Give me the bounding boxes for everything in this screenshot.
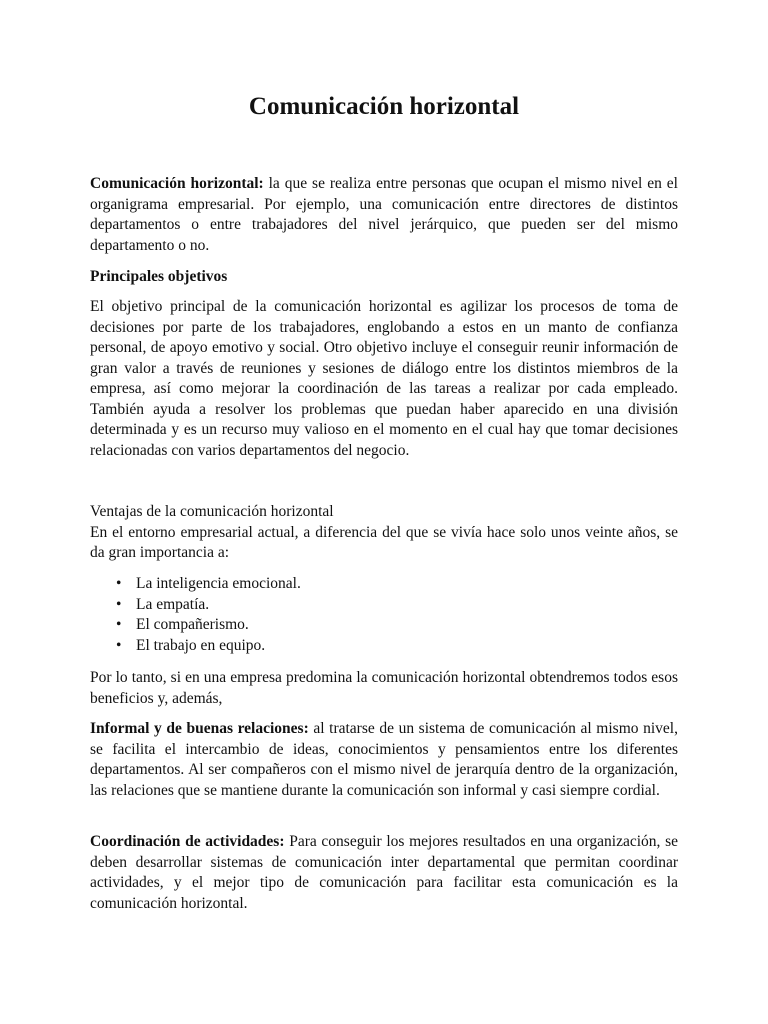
- advantages-list: [90, 574, 678, 656]
- objectives-heading: Principales objetivos: [90, 268, 228, 285]
- advantages-intro: En el entorno empresarial actual, a diferencia del que se vivía hace solo unos veinte años, se da gran importancia a:: [90, 523, 678, 561]
- advantages-section: [90, 502, 678, 564]
- informal-term: Informal y de buenas relaciones:: [90, 720, 309, 737]
- page-title: Comunicación horizontal: [248, 93, 520, 120]
- coordination-paragraph: [90, 832, 678, 914]
- list-item: • La empatía.: [136, 595, 678, 616]
- advantages-heading: Ventajas de la comunicación horizontal: [90, 503, 334, 520]
- coordination-text: Para conseguir los mejores resultados en una organización, se deben desarrollar sistemas de comunicación inter departamental que permitan coordinar actividades, y el mejor tipo de comunicación para facilitar esta comunicación es la comunicación horizontal.: [90, 833, 678, 912]
- coordination-term: Coordinación de actividades:: [90, 833, 285, 850]
- informal-text: al tratarse de un sistema de comunicación al mismo nivel, se facilita el intercambio de ideas, conocimientos y pensamientos entre los diferentes departamentos. Al ser compañeros con el mismo nivel de jerarquía dentro de la organización, las relaciones que se mantiene durante la comunicación son informal y casi siempre cordial.: [90, 720, 678, 799]
- list-item: • La inteligencia emocional.: [136, 574, 678, 595]
- list-item: • El compañerismo.: [136, 615, 678, 636]
- intro-text: la que se realiza entre personas que ocupan el mismo nivel en el organigrama empresarial. Por ejemplo, una comunicación entre directores de distintos departamentos o entre trabajadores del nivel jerárquico, que pueden ser del mismo departamento o no.: [90, 175, 678, 254]
- advantages-list-wrapper: [90, 574, 678, 656]
- document-page: [90, 0, 678, 1024]
- objectives-paragraph: El objetivo principal de la comunicación horizontal es agilizar los procesos de toma de decisiones por parte de los trabajadores, englobando a estos en un manto de confianza personal, de apoyo emotivo y social. Otro objetivo incluye el conseguir reunir información de gran valor a través de reuniones y sesiones de diálogo entre los distintos miembros de la empresa, así como mejorar la coordinación de las tareas a realizar por cada empleado. También ayuda a resolver los problemas que puedan haber aparecido en una división determinada y es un recurso muy valioso en el momento en el cual hay que tomar decisiones relacionadas con varios departamentos del negocio.: [90, 298, 678, 459]
- intro-paragraph: [90, 174, 678, 256]
- informal-paragraph: [90, 719, 678, 801]
- intro-term: Comunicación horizontal:: [90, 175, 264, 192]
- list-item: • El trabajo en equipo.: [136, 636, 678, 657]
- conclusion-paragraph: Por lo tanto, si en una empresa predomina la comunicación horizontal obtendremos todos esos beneficios y, además,: [90, 669, 678, 707]
